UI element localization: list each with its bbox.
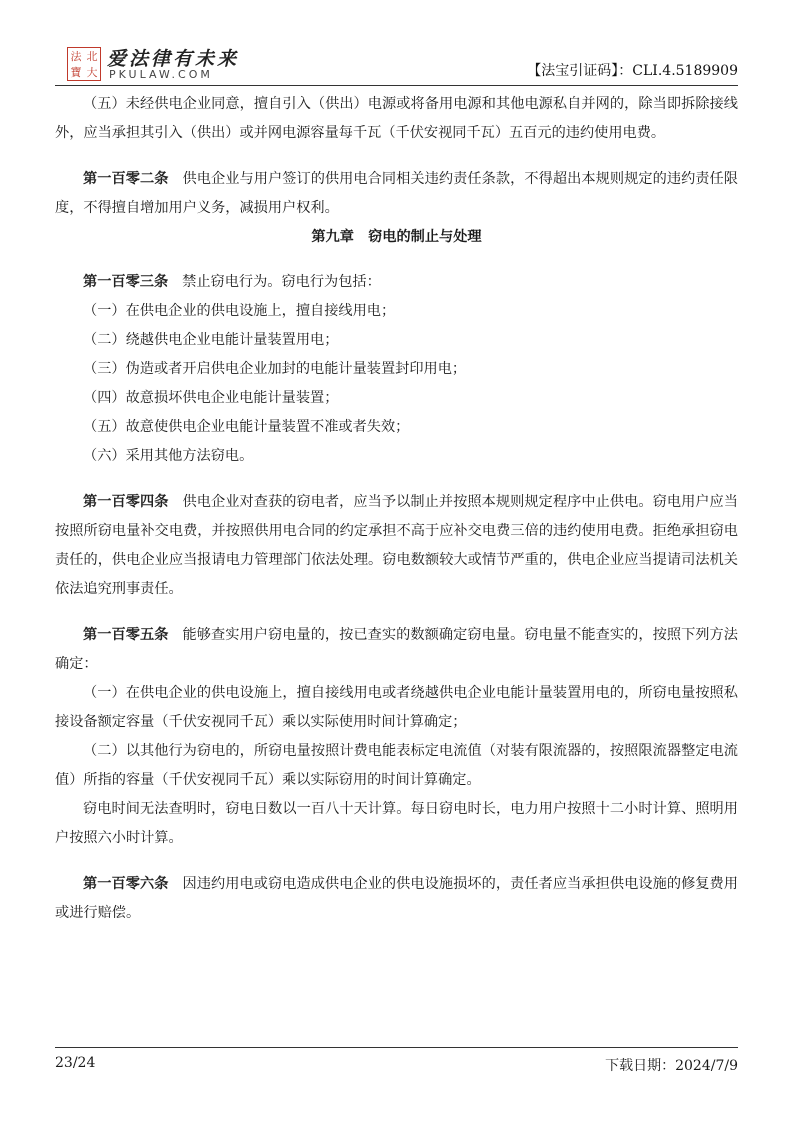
list-item: （二）绕越供电企业电能计量装置用电； (83, 332, 339, 348)
paragraph: （二）以其他行为窃电的，所窃电量按照计费电能表标定电流值（对装有限流器的，按照限流器整定电流值）所指的容量（千伏安视同千瓦）乘以实际窃用的时间计算确定。 (55, 743, 738, 788)
article-103 (55, 268, 738, 297)
citation-code: 【法宝引证码】：CLI.4.5189909 (527, 63, 738, 79)
list-item: （五）故意使供电企业电能计量装置不准或者失效； (83, 419, 410, 435)
article-label: 第一百零三条 (83, 274, 169, 290)
list-item: （一）在供电企业的供电设施上，擅自接线用电； (83, 303, 396, 319)
logo-slogan: 爱法律有未来 (107, 48, 240, 70)
logo-char: 法 (70, 49, 82, 63)
list-item: （三）伪造或者开启供电企业加封的电能计量装置封印用电； (83, 361, 467, 377)
logo-site-url: PKULAW.COM (109, 68, 213, 81)
chapter-title: 第九章 窃电的制止与处理 (311, 229, 482, 245)
article-text: 禁止窃电行为。窃电行为包括： (182, 274, 381, 290)
article-text: 能够查实用户窃电量的，按已查实的数额确定窃电量。窃电量不能查实的，按照下列方法确定： (55, 627, 738, 672)
footer-divider (55, 1047, 738, 1048)
article-label: 第一百零四条 (83, 494, 169, 510)
paragraph: 窃电时间无法查明时，窃电日数以一百八十天计算。每日窃电时长，电力用户按照十二小时计算、照明用户按照六小时计算。 (55, 801, 738, 846)
article-102 (55, 165, 738, 223)
paragraph: （一）在供电企业的供电设施上，擅自接线用电或者绕越供电企业电能计量装置用电的，所窃电量按照私接设备额定容量（千伏安视同千瓦）乘以实际使用时间计算确定； (55, 685, 738, 730)
article-104 (55, 488, 738, 604)
logo-char: 大 (86, 65, 98, 79)
article-label: 第一百零二条 (83, 171, 169, 187)
document-body (55, 90, 738, 928)
logo-char: 寶 (70, 65, 82, 79)
paragraph: （五）未经供电企业同意，擅自引入（供出）电源或将备用电源和其他电源私自并网的，除当即拆除接线外，应当承担其引入（供出）或并网电源容量每千瓦（千伏安视同千瓦）五百元的违约使用电费。 (55, 96, 738, 141)
page-header (55, 44, 738, 86)
list-item: （四）故意损坏供电企业电能计量装置； (83, 390, 339, 406)
article-text: 供电企业对查获的窃电者，应当予以制止并按照本规则规定程序中止供电。窃电用户应当按照所窃电量补交电费，并按照供用电合同的约定承担不高于应补交电费三倍的违约使用电费。拒绝承担窃电责任的，供电企业应当报请电力管理部门依法处理。窃电数额较大或情节严重的，供电企业应当提请司法机关依法追究刑事责任。 (55, 494, 738, 597)
article-105 (55, 621, 738, 679)
logo-char: 北 (86, 49, 98, 63)
list-item: （六）采用其他方法窃电。 (83, 448, 254, 464)
article-text: 因违约用电或窃电造成供电企业的供电设施损坏的，责任者应当承担供电设施的修复费用或进行赔偿。 (55, 876, 738, 921)
article-text: 供电企业与用户签订的供用电合同相关违约责任条款，不得超出本规则规定的违约责任限度，不得擅自增加用户义务，减损用户权利。 (55, 171, 738, 216)
pkulaw-logo-seal (67, 47, 101, 81)
header-divider (55, 85, 738, 86)
article-106 (55, 870, 738, 928)
article-label: 第一百零五条 (83, 627, 169, 643)
download-date: 下载日期：2024/7/9 (605, 1058, 738, 1074)
page-footer (55, 1047, 738, 1077)
article-label: 第一百零六条 (83, 876, 169, 892)
page-number: 23/24 (55, 1055, 96, 1071)
